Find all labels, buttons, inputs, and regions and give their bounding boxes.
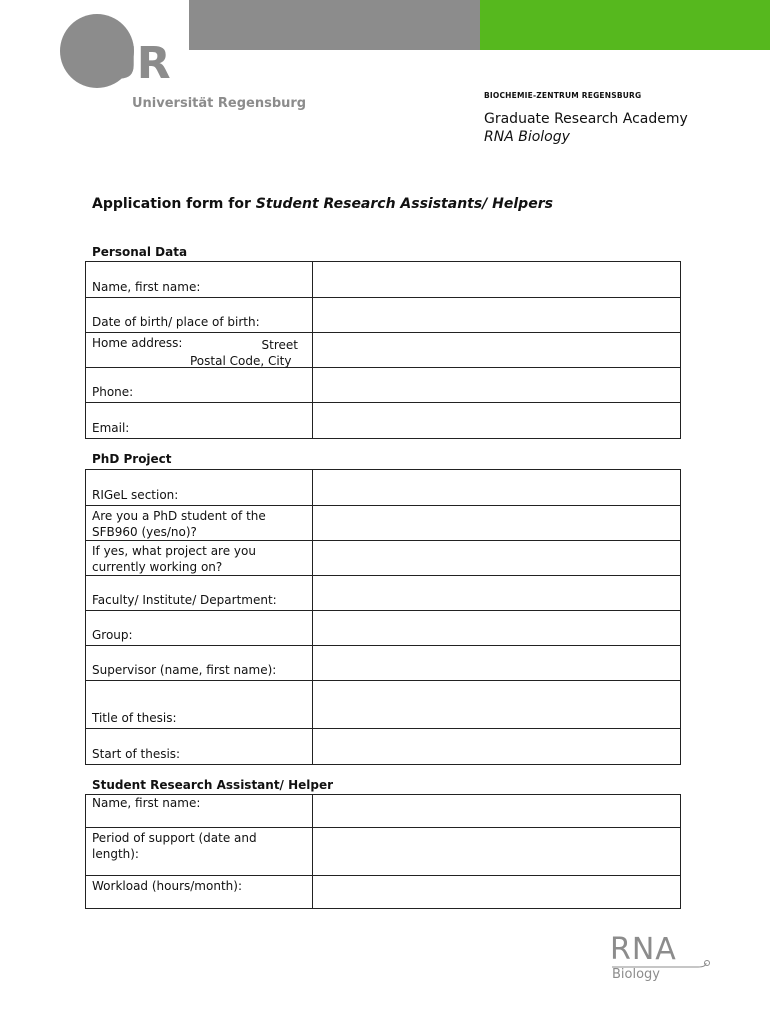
input-project[interactable] [314, 541, 678, 575]
input-thesis-title[interactable] [314, 681, 678, 728]
student-assistant-table [85, 794, 681, 909]
university-logo [60, 14, 307, 124]
input-home-address[interactable] [314, 333, 678, 367]
input-thesis-start[interactable] [314, 729, 678, 764]
section-personal-data: Personal Data [92, 245, 188, 259]
input-name[interactable] [314, 262, 678, 297]
label-home-address [92, 335, 304, 368]
form-title [92, 196, 553, 212]
rna-biology-logo [610, 933, 710, 989]
table-row [86, 262, 680, 298]
input-dob[interactable] [314, 298, 678, 332]
label-thesis-title: Title of thesis: [92, 711, 177, 725]
logo-letters: UR [102, 38, 170, 89]
input-sfb[interactable] [314, 506, 678, 540]
label-faculty: Faculty/ Institute/ Department: [92, 593, 277, 607]
form-title-plain: Application form for [92, 196, 256, 212]
phd-project-table [85, 469, 681, 765]
input-assistant-name[interactable] [314, 795, 678, 827]
label-project: If yes, what project are you currently working on? [92, 544, 256, 574]
label-postal-city: Postal Code, City [190, 354, 292, 368]
table-row [86, 729, 680, 764]
input-group[interactable] [314, 611, 678, 645]
table-row [86, 298, 680, 333]
label-street: Street [261, 338, 298, 352]
personal-data-table [85, 261, 681, 439]
table-row [86, 403, 680, 438]
input-period[interactable] [314, 828, 678, 875]
input-supervisor[interactable] [314, 646, 678, 680]
table-row [86, 506, 680, 541]
form-title-italic: Student Research Assistants/ Helpers [255, 196, 553, 212]
label-rigel: RIGeL section: [92, 488, 179, 502]
academy-name: Graduate Research Academy [484, 111, 688, 127]
label-home: Home address: [92, 336, 183, 350]
program-name: RNA Biology [484, 129, 570, 145]
label-phone: Phone: [92, 385, 134, 399]
input-workload[interactable] [314, 876, 678, 908]
label-supervisor: Supervisor (name, first name): [92, 663, 277, 677]
table-row [86, 681, 680, 729]
input-rigel[interactable] [314, 470, 678, 505]
label-period: Period of support (date and length): [92, 831, 257, 861]
label-sfb: Are you a PhD student of the SFB960 (yes/no)? [92, 509, 266, 539]
table-row [86, 368, 680, 403]
label-email: Email: [92, 421, 130, 435]
label-dob: Date of birth/ place of birth: [92, 315, 260, 329]
input-email[interactable] [314, 403, 678, 438]
table-row [86, 611, 680, 646]
label-thesis-start: Start of thesis: [92, 747, 181, 761]
header-green-bar [480, 0, 770, 50]
university-name: Universität Regensburg [132, 96, 307, 111]
section-phd-project: PhD Project [92, 452, 172, 466]
table-row [86, 470, 680, 506]
table-row [86, 646, 680, 681]
label-group: Group: [92, 628, 133, 642]
label-assistant-name: Name, first name: [92, 796, 201, 810]
section-student-assistant: Student Research Assistant/ Helper [92, 778, 334, 792]
input-faculty[interactable] [314, 576, 678, 610]
table-row [86, 876, 680, 908]
table-row [86, 541, 680, 576]
rna-logo-subtext: Biology [612, 967, 660, 982]
center-name: BIOCHEMIE-ZENTRUM REGENSBURG [484, 91, 642, 100]
table-row [86, 828, 680, 876]
table-row [86, 795, 680, 828]
label-workload: Workload (hours/month): [92, 879, 242, 893]
input-phone[interactable] [314, 368, 678, 402]
table-row [86, 576, 680, 611]
rna-logo-text: RNA [610, 932, 677, 967]
label-name: Name, first name: [92, 280, 201, 294]
table-row [86, 333, 680, 368]
